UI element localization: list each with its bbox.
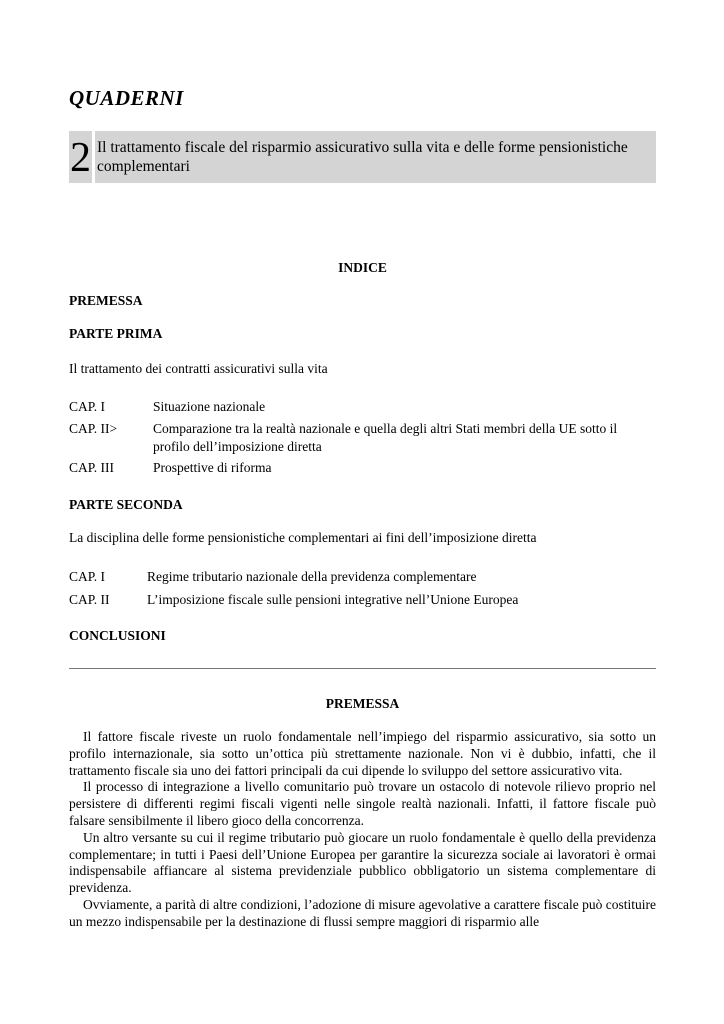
body-paragraph: Il fattore fiscale riveste un ruolo fondamentale nell’impiego del risparmio assicurativo, sia sotto un profilo internazionale, sia sotto un’ottica più strettamente nazionale. Non vi è dubbio, infatti, che il trattamento fiscale sia uno dei fattori principali da cui dipende lo sviluppo del settore assicurativo vita.: [69, 729, 656, 778]
body-paragraph: Ovviamente, a parità di altre condizioni, l’adozione di misure agevolative a carattere fiscale può costituire un mezzo indispensabile per la destinazione di flussi sempre maggiori di risparmio alle: [69, 896, 656, 929]
index-entry: [69, 398, 656, 416]
chapter-title: Prospettive di riforma: [153, 460, 272, 475]
parte-seconda-subtitle: La disciplina delle forme pensionistiche complementari ai fini dell’imposizione diretta: [69, 530, 537, 545]
chapter-label: CAP. I: [69, 569, 106, 584]
chapter-title: Situazione nazionale: [153, 399, 266, 414]
chapter-label: CAP. III: [69, 460, 115, 475]
series-title: QUADERNI: [69, 86, 184, 110]
index-entry: [69, 568, 656, 586]
title-box: [69, 131, 656, 183]
chapter-label: CAP. I: [69, 399, 106, 414]
index-entry: [69, 459, 656, 477]
index-parte-seconda: PARTE SECONDA: [69, 497, 183, 512]
chapter-label: CAP. II: [69, 592, 110, 607]
document-title: Il trattamento fiscale del risparmio assicurativo sulla vita e delle forme pensionistiche complementari: [95, 131, 656, 183]
chapter-title: Comparazione tra la realtà nazionale e quella degli altri Stati membri della UE sotto il profilo dell’imposizione diretta: [153, 421, 618, 454]
index-entry: [69, 591, 656, 609]
premessa-heading: PREMESSA: [325, 696, 400, 711]
index-heading: INDICE: [338, 260, 387, 275]
parte-prima-subtitle: Il trattamento dei contratti assicurativi sulla vita: [69, 361, 328, 376]
index-entry: [69, 420, 656, 456]
issue-number: 2: [69, 131, 92, 183]
index-premessa: PREMESSA: [69, 293, 143, 308]
chapter-label: CAP. II>: [69, 421, 118, 436]
chapter-title: L’imposizione fiscale sulle pensioni integrative nell’Unione Europea: [147, 592, 519, 607]
body-paragraph: Un altro versante su cui il regime tributario può giocare un ruolo fondamentale è quello della previdenza complementare; in tutti i Paesi dell’Unione Europea per garantire la sicurezza sociale ai lavoratori è ormai indispensabile affiancare al sistema previdenziale pubblico obbligatorio un sistema complementare di previdenza.: [69, 829, 656, 896]
body-paragraph: Il processo di integrazione a livello comunitario può trovare un ostacolo di notevole rilievo proprio nel persistere di differenti regimi fiscali vigenti nelle singole realtà nazionali. Infatti, il fattore fiscale può falsare sensibilmente il libero gioco della concorrenza.: [69, 779, 656, 828]
index-parte-prima: PARTE PRIMA: [69, 326, 163, 341]
premessa-body: [69, 729, 656, 931]
index-conclusioni: CONCLUSIONI: [69, 628, 166, 643]
section-divider: [69, 668, 656, 669]
chapter-title: Regime tributario nazionale della previdenza complementare: [147, 569, 477, 584]
